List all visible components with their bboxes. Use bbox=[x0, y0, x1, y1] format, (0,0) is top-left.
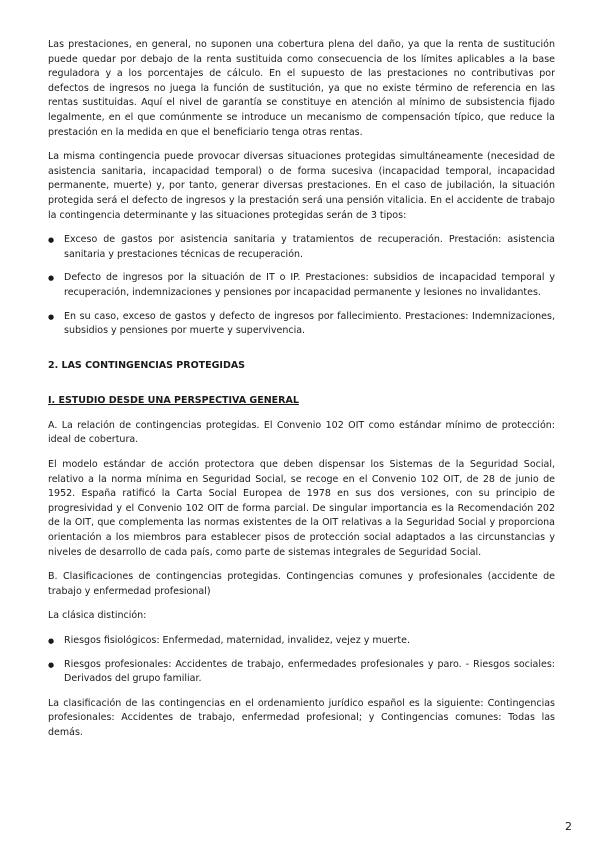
paragraph: La misma contingencia puede provocar diversas situaciones protegidas simultáneamente (necesidad de asistencia sanitaria, incapacidad temporal) o de forma sucesiva (incapacidad temporal, incapacidad permanente, muerte) y, por tanto, generar diversas prestaciones. En el caso de jubilación, la situación protegida será el defecto de ingresos y la prestación será una pensión vitalicia. En el accidente de trabajo la contingencia determinante y las situaciones protegidas serán de 3 tipos: bbox=[48, 151, 555, 221]
paragraph: La clasificación de las contingencias en el ordenamiento jurídico español es la siguiente: Contingencias profesionales: Accidentes de trabajo, enfermedad profesional; y Contingencias comunes: Todas las demás. bbox=[48, 697, 555, 738]
paragraph: Las prestaciones, en general, no suponen una cobertura plena del daño, ya que la renta de sustitución puede quedar por debajo de la renta sustituida como consecuencia de los límites aplicables a la base reguladora y a los porcentajes de cálculo. En el supuesto de las prestaciones no contributivas por defectos de ingresos no juega la función de sustitución, ya que no existe término de referencia en las rentas sustituidas. Aquí el nivel de garantía se constituye en atención al mínimo de subsistencia fijado legalmente, en el que comúnmente se introduce un mecanismo de compensación típico, que reduce la prestación en la medida en que el beneficiario tenga otras rentas. bbox=[48, 39, 555, 138]
list-item: ● Riesgos fisiológicos: Enfermedad, maternidad, invalidez, vejez y muerte. bbox=[48, 634, 555, 649]
list-item: ● Exceso de gastos por asistencia sanitaria y tratamientos de recuperación. Prestación: asistencia sanitaria y prestaciones técnicas de recuperación. bbox=[48, 233, 555, 262]
page-number: 2 bbox=[565, 820, 572, 833]
paragraph: B. Clasificaciones de contingencias protegidas. Contingencias comunes y profesionales (accidente de trabajo y enfermedad profesional) bbox=[48, 571, 555, 597]
list-item: ● Defecto de ingresos por la situación de IT o IP. Prestaciones: subsidios de incapacidad temporal y recuperación, indemnizaciones y pensiones por incapacidad permanente y lesiones no invalidantes. bbox=[48, 271, 555, 300]
bullet-list bbox=[48, 634, 555, 687]
paragraph: A. La relación de contingencias protegidas. El Convenio 102 OIT como estándar mínimo de protección: ideal de cobertura. bbox=[48, 419, 555, 446]
list-item: ● En su caso, exceso de gastos y defecto de ingresos por fallecimiento. Prestaciones: Indemnizaciones, subsidios y pensiones por muerte y supervivencia. bbox=[48, 310, 555, 339]
list-item: ● Riesgos profesionales: Accidentes de trabajo, enfermedades profesionales y paro. - Riesgos sociales: Derivados del grupo familiar. bbox=[48, 658, 555, 687]
paragraph: El modelo estándar de acción protectora que deben dispensar los Sistemas de la Seguridad Social, relativo a la norma mínima en Seguridad Social, se recoge en el Convenio 102 OIT, de 28 de junio de 1952. España ratificó la Carta Social Europea de 1978 en sus dos versiones, con su principio de progresividad y el Convenio 102 OIT de forma parcial. De singular importancia es la Recomendación 202 de la OIT, que complementa las normas existentes de la OIT relativas a la Seguridad Social y proporciona orientación a los miembros para establecer pisos de protección social adaptados a las circunstancias y niveles de desarrollo de cada país, como parte de sistemas integrales de Seguridad Social. bbox=[48, 459, 555, 558]
page-content bbox=[48, 38, 555, 751]
subsection-heading: I. ESTUDIO DESDE UNA PERSPECTIVA GENERAL bbox=[48, 395, 299, 407]
bullet-list bbox=[48, 233, 555, 339]
paragraph: La clásica distinción: bbox=[48, 610, 147, 622]
section-heading: 2. LAS CONTINGENCIAS PROTEGIDAS bbox=[48, 359, 246, 371]
